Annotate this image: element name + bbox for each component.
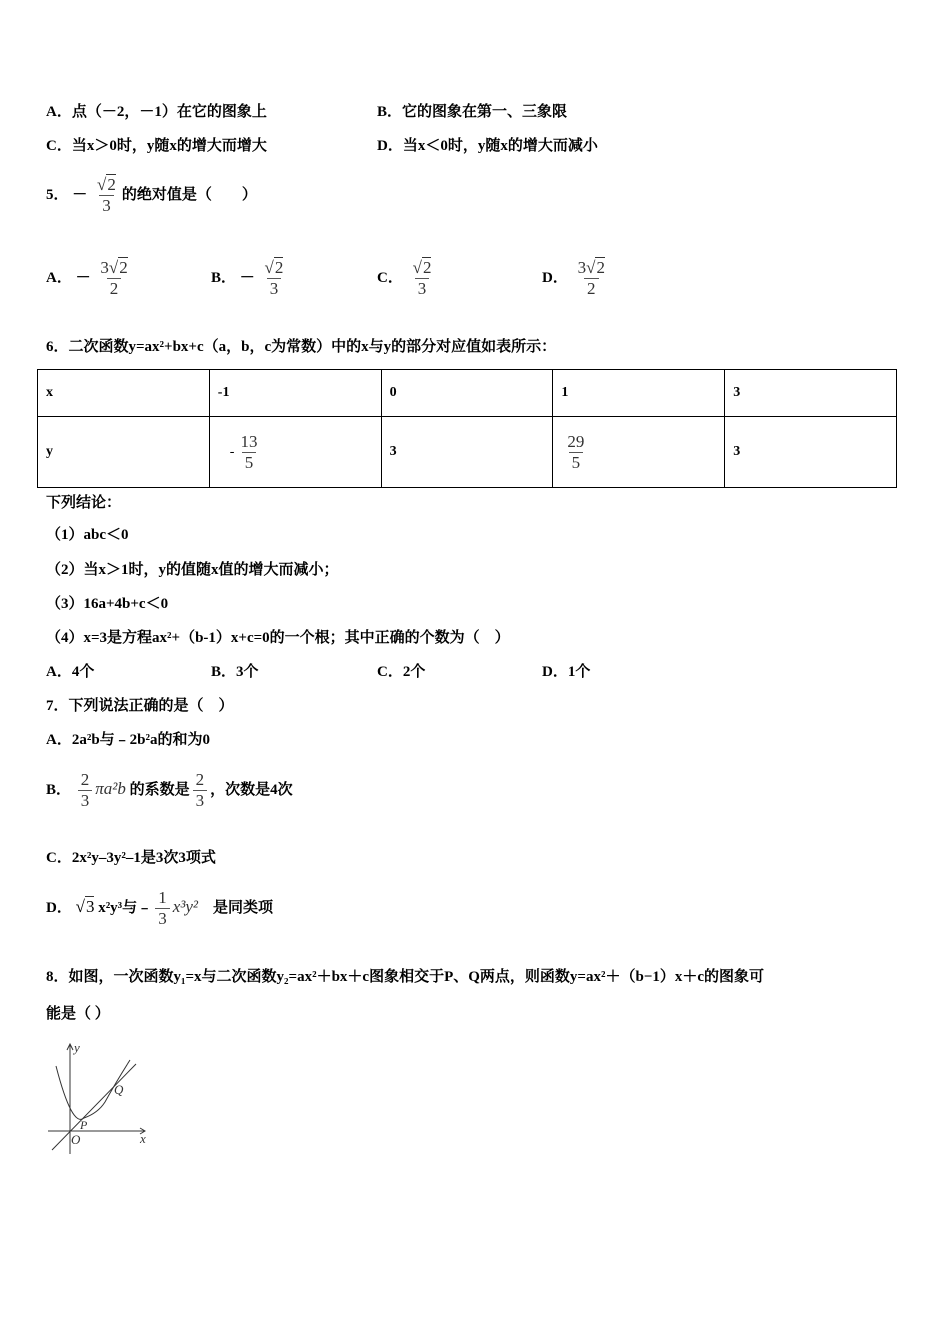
point-p-label: P — [80, 1118, 88, 1132]
q5-option-c: C． $\frac{√2}{3}$ — [377, 258, 432, 298]
table-cell: 3 — [725, 417, 897, 488]
table-cell: y — [38, 417, 210, 488]
q6-conclusion: （4）x=3是方程ax²+（b-1）x+c=0的一个根；其中正确的个数为（ ） — [46, 630, 510, 646]
q5-option-d: D． $\frac{3√2}{2}$ — [542, 258, 605, 298]
q8-stem-continued: 能是（ ） — [46, 1006, 110, 1022]
q4-option-d: D．当x＜0时，y随x的增大而减小 — [377, 138, 598, 154]
table-cell: - $\frac{13}{5}$ — [209, 417, 381, 488]
fraction: $\frac{√2}{3}$ — [97, 175, 116, 215]
q5-stem: 5． － $\frac{√2}{3}$ 的绝对值是（ ） — [46, 175, 257, 215]
q5-option-b: B． － $\frac{√2}{3}$ — [211, 258, 284, 298]
line-y1 — [52, 1064, 136, 1150]
q6-stem: 6．二次函数y=ax²+bx+c（a，b，c为常数）中的x与y的部分对应值如表所示： — [46, 339, 557, 355]
q6-option-a: A．4个 — [46, 664, 95, 680]
q6-conclusion: （1）abc＜0 — [46, 527, 129, 543]
y-label: y — [74, 1040, 80, 1055]
q7-option-b: B． $\frac{2}{3}$ πa²b 的系数是 $\frac{2}{3}$ ，次数是4次 — [46, 770, 293, 810]
q7-option-a: A．2a²b与﹣2b²a的和为0 — [46, 732, 211, 748]
q6-option-c: C．2个 — [377, 664, 426, 680]
table-cell: 3 — [725, 370, 897, 417]
q6-intro: 下列结论： — [46, 495, 122, 511]
q6-value-table — [37, 369, 897, 488]
origin-label: O — [71, 1132, 81, 1147]
q4-option-c: C．当x＞0时，y随x的增大而增大 — [46, 138, 267, 154]
q7-option-c: C．2x²y–3y²–1是3次3项式 — [46, 850, 216, 866]
q6-option-d: D．1个 — [542, 664, 591, 680]
q7-stem: 7．下列说法正确的是（ ） — [46, 698, 234, 714]
table-cell: -1 — [209, 370, 381, 417]
q7-option-d: D． √3 x²y³与﹣ $\frac{1}{3}$ x³y² 是同类项 — [46, 888, 274, 928]
q8-stem: 8．如图，一次函数y₁=x与二次函数y₂=ax²＋bx＋c图象相交于P、Q两点，则函数y=ax²＋（b−1）x＋c的图象可 — [46, 969, 765, 985]
table-cell: 0 — [381, 370, 553, 417]
q4-option-b: B．它的图象在第一、三象限 — [377, 104, 568, 120]
table-cell: $\frac{29}{5}$ — [553, 417, 725, 488]
q6-conclusion: （3）16a+4b+c＜0 — [46, 596, 169, 612]
table-cell: x — [38, 370, 210, 417]
table-cell: 3 — [381, 417, 553, 488]
q6-conclusion: （2）当x＞1时，y的值随x值的增大而减小； — [46, 562, 339, 578]
q5-option-a: A． － $\frac{3√2}{2}$ — [46, 258, 128, 298]
point-q-label: Q — [114, 1082, 124, 1097]
q4-option-a: A．点（－2，－1）在它的图象上 — [46, 104, 267, 120]
x-label: x — [140, 1131, 146, 1146]
q6-option-b: B．3个 — [211, 664, 259, 680]
q8-graph-figure — [40, 1038, 160, 1158]
table-cell: 1 — [553, 370, 725, 417]
